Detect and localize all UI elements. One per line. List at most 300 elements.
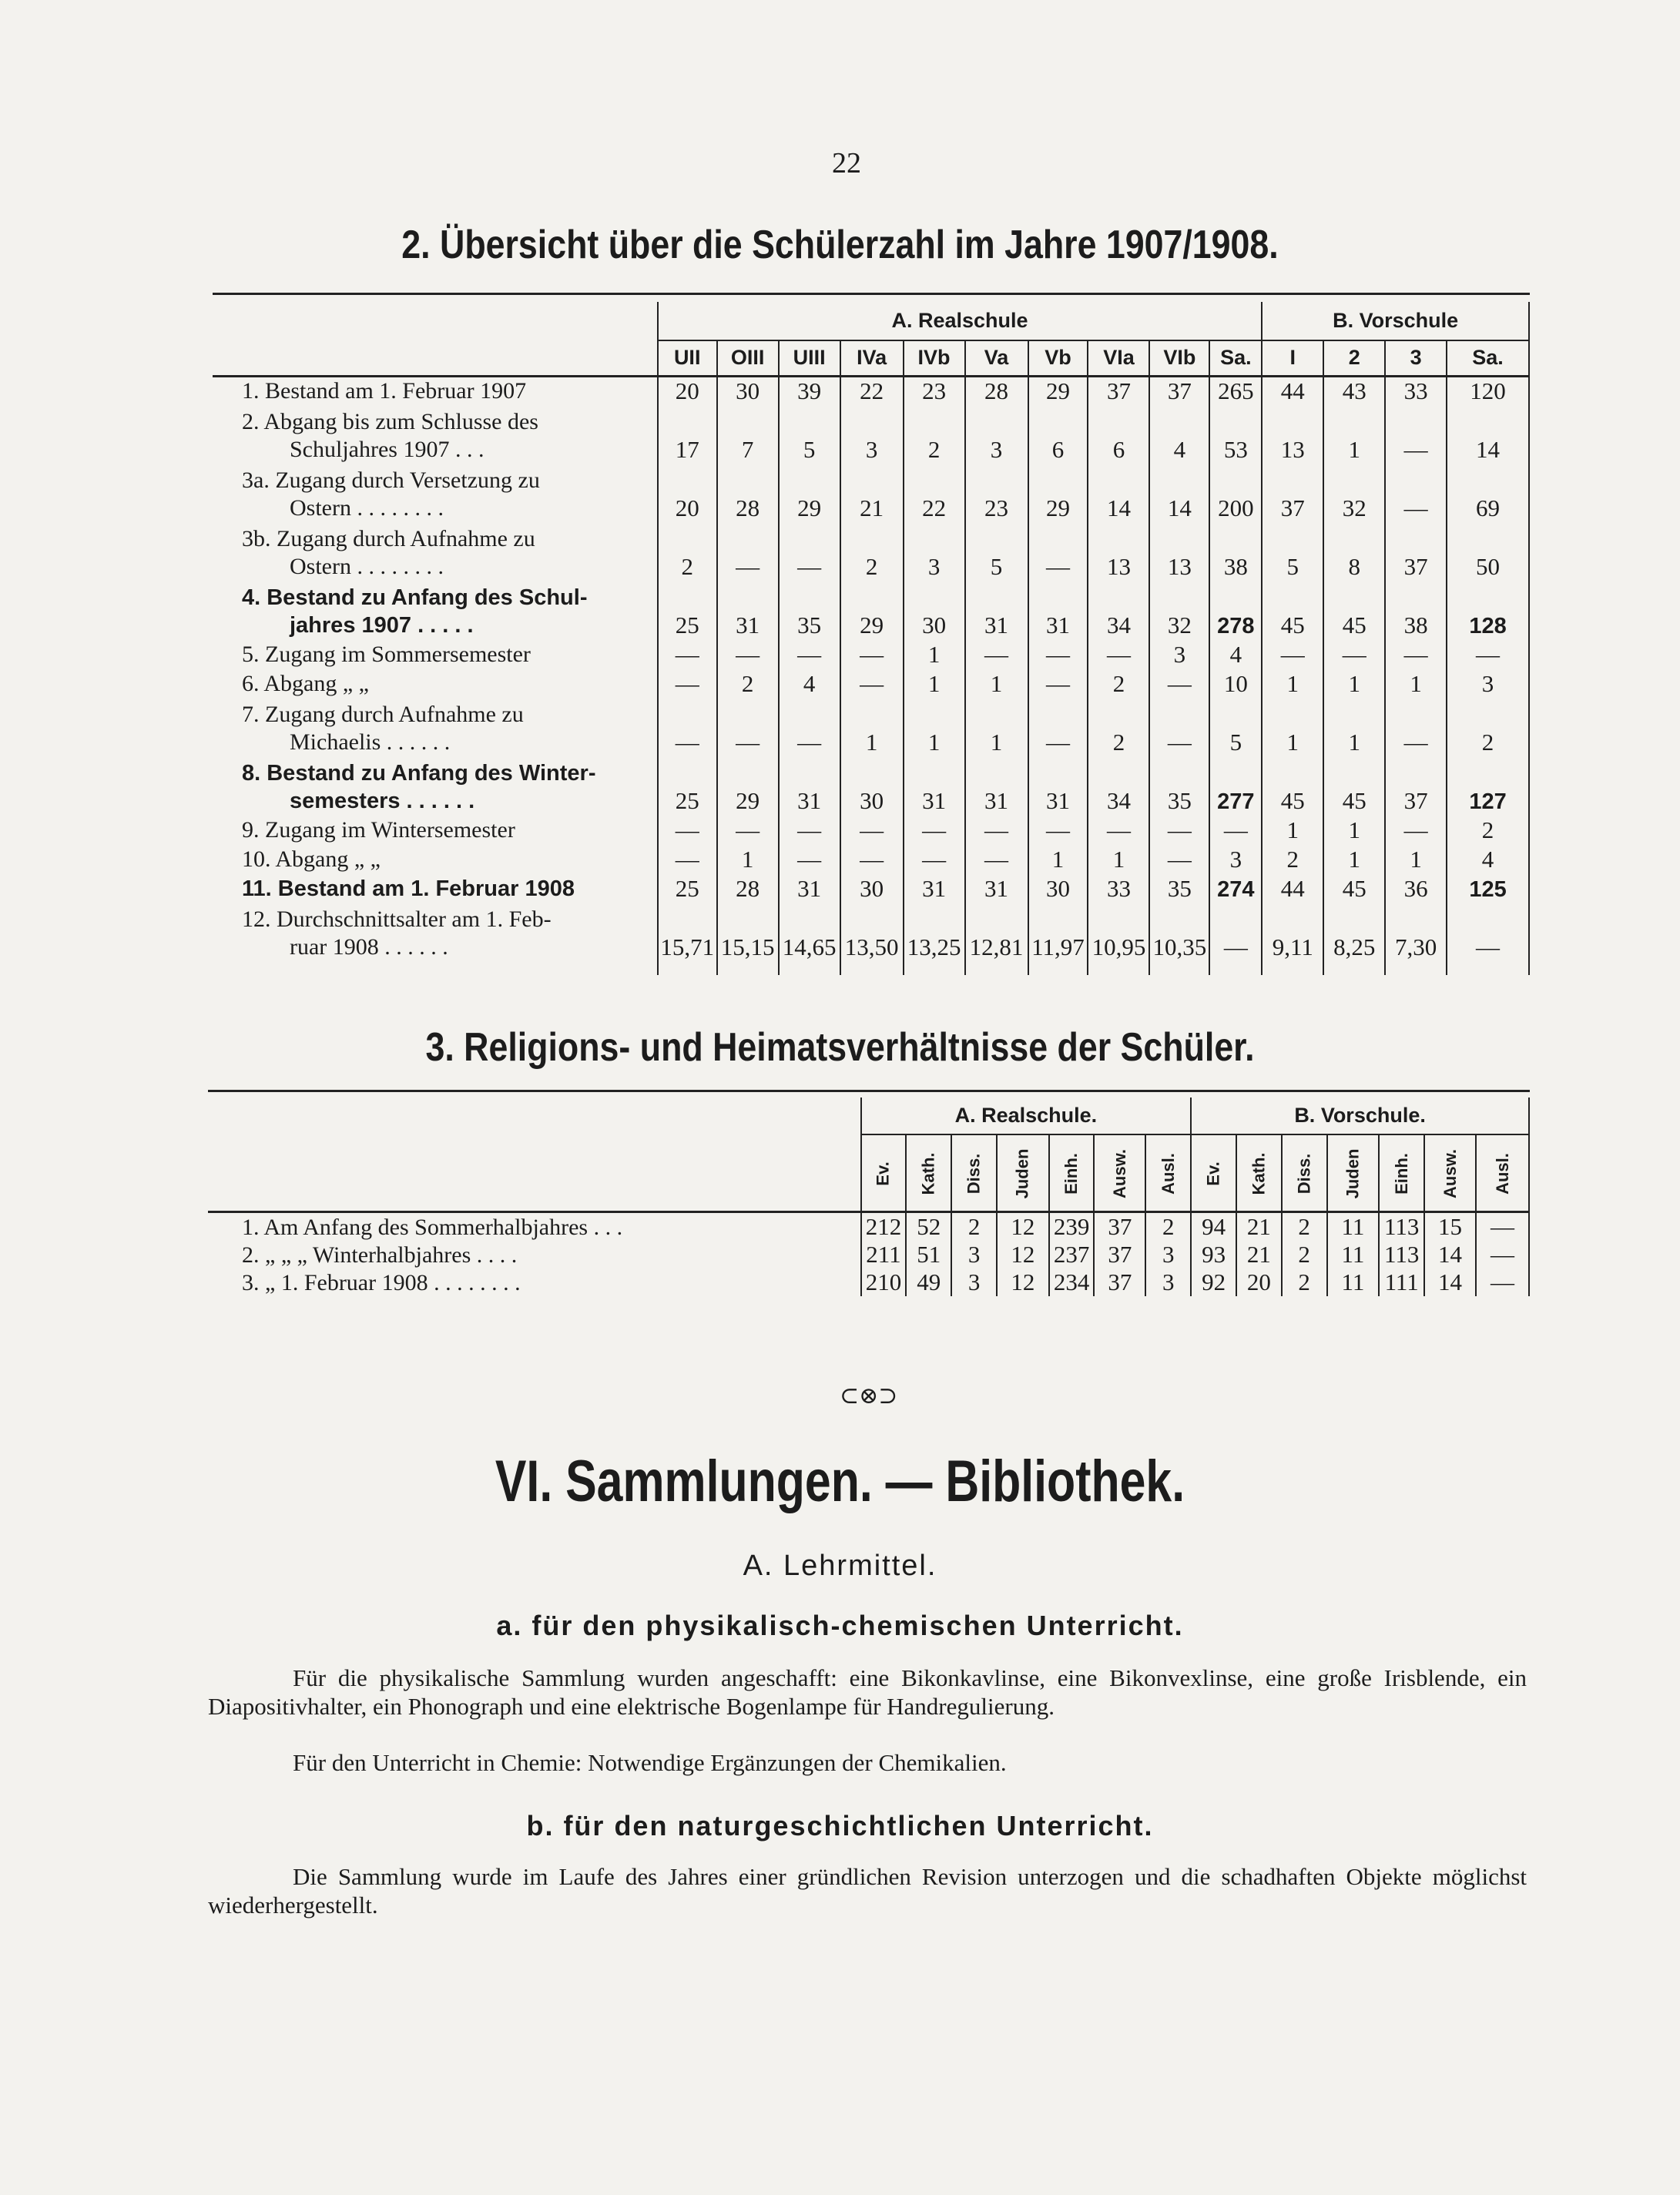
column-header-text: Ausw. (1440, 1149, 1460, 1199)
table-cell: — (658, 844, 717, 873)
table-cell: 4 (1447, 844, 1529, 873)
table-cell: 35 (779, 581, 840, 639)
table-cell: 25 (658, 581, 717, 639)
paragraph-physics: Für die physikalische Sammlung wurden angeschafft: eine Bikonkavlinse, eine Bikonvexlinse, eine große Irisblende, ein Diapositivhalter, ein Phonograph und eine elektrische Bogenlampe für Handregulierung. (208, 1664, 1527, 1720)
table-cell: — (658, 815, 717, 844)
table-cell: 278 (1209, 581, 1262, 639)
table-cell: — (779, 698, 840, 756)
row-label (213, 669, 658, 698)
table-cell: 14 (1447, 405, 1529, 464)
table-cell: 1 (840, 698, 904, 756)
group-a-header: A. Realschule. (861, 1098, 1192, 1134)
table-row (208, 1268, 1529, 1296)
table-cell: 31 (1028, 581, 1088, 639)
table-cell: — (779, 844, 840, 873)
table-cell: 37 (1385, 756, 1447, 815)
table-cell: — (840, 815, 904, 844)
table-cell: 237 (1049, 1241, 1095, 1268)
table-cell: 35 (1149, 756, 1209, 815)
table1-top-rule (213, 293, 1530, 295)
table-cell: 31 (717, 581, 779, 639)
row-label-continuation: Ostern . . . . . . . . (290, 495, 444, 521)
table-cell: 30 (904, 581, 965, 639)
table-cell: 1 (1385, 844, 1447, 873)
table-cell: 45 (1262, 581, 1323, 639)
table-cell: 37 (1385, 522, 1447, 581)
table-cell: — (1028, 815, 1088, 844)
table-cell: — (658, 669, 717, 698)
column-header-text: Ev. (873, 1161, 893, 1186)
column-header: UII (658, 340, 717, 376)
row-label-text: 8. Bestand zu Anfang des Winter- (242, 761, 596, 786)
table-cell: — (717, 815, 779, 844)
table-cell: 11,97 (1028, 903, 1088, 961)
table-cell: 29 (1028, 376, 1088, 405)
table-row (213, 873, 1529, 903)
table-cell: — (1385, 464, 1447, 522)
row-label-continuation: jahres 1907 . . . . . (290, 613, 474, 638)
spacer-cell (1323, 961, 1385, 975)
table-cell: 2 (1145, 1211, 1191, 1241)
table-cell: 33 (1088, 873, 1149, 903)
row-label-continuation: Ostern . . . . . . . . (290, 554, 444, 579)
row-label (213, 464, 658, 522)
table-cell: 32 (1323, 464, 1385, 522)
row-label-text: 9. Zugang im Wintersemester (242, 817, 515, 843)
table-cell: 13 (1149, 522, 1209, 581)
table-cell: 1 (965, 669, 1028, 698)
column-header: VIa (1088, 340, 1149, 376)
table-cell: 2 (840, 522, 904, 581)
table-cell: 6 (1088, 405, 1149, 464)
table-cell: 1 (717, 844, 779, 873)
table-cell: 45 (1262, 756, 1323, 815)
table-cell: 265 (1209, 376, 1262, 405)
table-cell: 7,30 (1385, 903, 1447, 961)
row-label: 2. „ „ „ Winterhalbjahres . . . . (242, 1242, 518, 1268)
table-cell: 37 (1094, 1211, 1145, 1241)
group-b-header: B. Vorschule (1262, 302, 1529, 340)
table-cell: 125 (1447, 873, 1529, 903)
table-cell: 3 (951, 1268, 997, 1296)
row-label (213, 903, 658, 961)
table-cell: — (1447, 903, 1529, 961)
column-header-text: Ev. (1203, 1161, 1223, 1186)
table-row (208, 1241, 1529, 1268)
column-header: Sa. (1209, 340, 1262, 376)
table-cell: 1 (1385, 669, 1447, 698)
table-cell: 30 (717, 376, 779, 405)
spacer-cell (213, 961, 658, 975)
table-cell: 11 (1327, 1268, 1380, 1296)
row-label-text: 6. Abgang „ „ (242, 671, 369, 696)
spacer-cell (904, 961, 965, 975)
table-row (213, 405, 1529, 464)
table-cell: 31 (904, 756, 965, 815)
table-cell: 14 (1424, 1268, 1476, 1296)
table-cell: — (965, 844, 1028, 873)
table-cell: — (1028, 698, 1088, 756)
table-cell: 29 (840, 581, 904, 639)
table-cell: 113 (1379, 1241, 1424, 1268)
column-header: 3 (1385, 340, 1447, 376)
table-cell: 12 (997, 1268, 1049, 1296)
table-cell: 2 (1088, 669, 1149, 698)
table-row (213, 669, 1529, 698)
table-cell: — (840, 639, 904, 669)
table-cell: 21 (1236, 1241, 1282, 1268)
row-label (213, 873, 658, 903)
table-cell: 3 (965, 405, 1028, 464)
table-cell: 29 (779, 464, 840, 522)
table-cell: 14 (1424, 1241, 1476, 1268)
table-cell: 51 (906, 1241, 951, 1268)
spacer-cell (840, 961, 904, 975)
table-row (213, 756, 1529, 815)
column-header (1327, 1134, 1380, 1211)
row-label: 1. Am Anfang des Sommerhalbjahres . . . (242, 1214, 623, 1240)
header-blank (208, 1098, 861, 1134)
table2-top-rule (208, 1090, 1530, 1092)
spacer-cell (717, 961, 779, 975)
row-label-text: 11. Bestand am 1. Februar 1908 (242, 876, 575, 901)
table-cell: 39 (779, 376, 840, 405)
table-cell: 37 (1094, 1241, 1145, 1268)
table-cell: 5 (779, 405, 840, 464)
table-cell: — (779, 815, 840, 844)
table-cell: 2 (658, 522, 717, 581)
table-cell: 2 (904, 405, 965, 464)
table-cell: — (779, 639, 840, 669)
row-label-continuation: Schuljahres 1907 . . . (290, 437, 485, 462)
table-cell: 22 (840, 376, 904, 405)
section-title: VI. Sammlungen. — Bibliothek. (495, 1449, 1185, 1514)
table-cell: 29 (1028, 464, 1088, 522)
table-cell: 2 (1282, 1241, 1327, 1268)
table-cell: 111 (1379, 1268, 1424, 1296)
table-cell: 2 (717, 669, 779, 698)
table-cell: — (1149, 815, 1209, 844)
table-cell: 53 (1209, 405, 1262, 464)
row-label (213, 405, 658, 464)
table-cell: 274 (1209, 873, 1262, 903)
spacer-cell (1262, 961, 1323, 975)
table-cell: 11 (1327, 1241, 1380, 1268)
table-cell: 12 (997, 1241, 1049, 1268)
table-cell: 23 (904, 376, 965, 405)
table-cell: — (1149, 698, 1209, 756)
table-cell: 1 (1262, 669, 1323, 698)
table-cell: 2 (1282, 1268, 1327, 1296)
table-cell: 1 (1262, 815, 1323, 844)
column-header (1094, 1134, 1145, 1211)
table-cell: 29 (717, 756, 779, 815)
column-header (1236, 1134, 1282, 1211)
table-spacer (213, 961, 1529, 975)
table-row (213, 581, 1529, 639)
spacer-cell (1385, 961, 1447, 975)
table-cell: 37 (1088, 376, 1149, 405)
table-cell: 212 (861, 1211, 907, 1241)
table-cell: 5 (1262, 522, 1323, 581)
table-cell: — (1447, 639, 1529, 669)
column-header: UIII (779, 340, 840, 376)
row-label (213, 376, 658, 405)
table-cell: 128 (1447, 581, 1529, 639)
table-cell: 1 (1088, 844, 1149, 873)
table-cell: 1 (965, 698, 1028, 756)
spacer-cell (1149, 961, 1209, 975)
table-cell: 37 (1262, 464, 1323, 522)
table-cell: 1 (1262, 698, 1323, 756)
table-cell: — (1209, 903, 1262, 961)
table-cell: 94 (1191, 1211, 1236, 1241)
table-cell: 12 (997, 1211, 1049, 1241)
student-count-table (213, 302, 1530, 975)
table-cell: 31 (965, 756, 1028, 815)
table-cell: 13 (1088, 522, 1149, 581)
table-cell: 4 (1149, 405, 1209, 464)
table-cell: — (1385, 639, 1447, 669)
table-cell: 2 (1447, 698, 1529, 756)
table-cell: 13,25 (904, 903, 965, 961)
table-cell: — (1385, 405, 1447, 464)
table-cell: 8,25 (1323, 903, 1385, 961)
column-header: OIII (717, 340, 779, 376)
table-cell: 35 (1149, 873, 1209, 903)
table-cell: 49 (906, 1268, 951, 1296)
table-cell: — (717, 639, 779, 669)
table-row (213, 522, 1529, 581)
table-cell: 45 (1323, 756, 1385, 815)
table-cell: 1 (1323, 815, 1385, 844)
spacer-cell (1447, 961, 1529, 975)
column-header: IVa (840, 340, 904, 376)
table-cell: 3 (1145, 1241, 1191, 1268)
table-cell: 3 (951, 1241, 997, 1268)
row-label-continuation: semesters . . . . . . (290, 789, 475, 813)
table-cell: 9,11 (1262, 903, 1323, 961)
row-label (213, 815, 658, 844)
table-cell: — (965, 639, 1028, 669)
table-cell: 10 (1209, 669, 1262, 698)
row-label (213, 756, 658, 815)
column-header: 2 (1323, 340, 1385, 376)
table-cell: 277 (1209, 756, 1262, 815)
table-cell: — (840, 669, 904, 698)
table-cell: 31 (904, 873, 965, 903)
table-cell: 1 (904, 639, 965, 669)
table-cell: 17 (658, 405, 717, 464)
table-cell: — (1149, 669, 1209, 698)
row-label-text: 3a. Zugang durch Versetzung zu (242, 467, 540, 493)
table-cell: 1 (1323, 844, 1385, 873)
table-cell: 6 (1028, 405, 1088, 464)
table-cell: 36 (1385, 873, 1447, 903)
table-cell: 15,71 (658, 903, 717, 961)
table-cell: 31 (779, 756, 840, 815)
row-label (213, 639, 658, 669)
table-cell: 200 (1209, 464, 1262, 522)
table-cell: 44 (1262, 376, 1323, 405)
table-row (208, 1211, 1529, 1241)
table-cell: 210 (861, 1268, 907, 1296)
table-cell: 1 (1028, 844, 1088, 873)
table-cell: 30 (840, 873, 904, 903)
table-cell: 239 (1049, 1211, 1095, 1241)
table-cell: — (1323, 639, 1385, 669)
column-header: I (1262, 340, 1323, 376)
table-cell: — (658, 639, 717, 669)
table-cell: 2 (1262, 844, 1323, 873)
spacer-cell (658, 961, 717, 975)
column-header: Va (965, 340, 1028, 376)
table-cell: 14 (1149, 464, 1209, 522)
table-cell: 31 (779, 873, 840, 903)
table-cell: 32 (1149, 581, 1209, 639)
table-cell: 2 (1088, 698, 1149, 756)
table-cell: — (904, 815, 965, 844)
column-header-text: Ausw. (1109, 1149, 1129, 1199)
table-row (213, 815, 1529, 844)
table-cell: 7 (717, 405, 779, 464)
table-cell: 120 (1447, 376, 1529, 405)
table-cell: 3 (1149, 639, 1209, 669)
subsection-b-heading: b. für den naturgeschichtlichen Unterricht. (526, 1810, 1154, 1841)
table-cell: 10,95 (1088, 903, 1149, 961)
table-cell: 3 (904, 522, 965, 581)
header-blank (213, 340, 658, 376)
table-cell: 5 (1209, 698, 1262, 756)
column-header-text: Juden (1012, 1148, 1032, 1199)
table-cell: — (779, 522, 840, 581)
table-cell: 33 (1385, 376, 1447, 405)
table-cell: 1 (1323, 669, 1385, 698)
table-cell: 50 (1447, 522, 1529, 581)
column-header-text: Ausl. (1492, 1153, 1512, 1195)
table-cell: 127 (1447, 756, 1529, 815)
table-cell: — (1385, 698, 1447, 756)
table-cell: 2 (1282, 1211, 1327, 1241)
table-row (213, 903, 1529, 961)
table-cell: 15,15 (717, 903, 779, 961)
row-label-text: 1. Bestand am 1. Februar 1907 (242, 378, 527, 404)
column-header (1476, 1134, 1529, 1211)
table-cell: — (717, 522, 779, 581)
column-header-text: Einh. (1061, 1153, 1081, 1195)
column-header (1145, 1134, 1191, 1211)
row-label-continuation: Michaelis . . . . . . (290, 729, 451, 755)
table-cell: — (1088, 639, 1149, 669)
table-cell: 21 (840, 464, 904, 522)
table-cell: 12,81 (965, 903, 1028, 961)
table-cell: — (1028, 639, 1088, 669)
row-label-text: 2. Abgang bis zum Schlusse des (242, 409, 538, 434)
table-row (213, 698, 1529, 756)
table-row (213, 639, 1529, 669)
table-cell: — (1476, 1211, 1529, 1241)
table-cell: 5 (965, 522, 1028, 581)
table-cell: 4 (779, 669, 840, 698)
table-cell: 8 (1323, 522, 1385, 581)
table-cell: 3 (1145, 1268, 1191, 1296)
table-cell: 25 (658, 756, 717, 815)
table-cell: 30 (1028, 873, 1088, 903)
table-cell: 93 (1191, 1241, 1236, 1268)
table-cell: — (1262, 639, 1323, 669)
spacer-cell (965, 961, 1028, 975)
column-header (1424, 1134, 1476, 1211)
table-cell: — (1476, 1241, 1529, 1268)
row-label-text: 7. Zugang durch Aufnahme zu (242, 702, 524, 727)
table1-title: 2. Übersicht über die Schülerzahl im Jahre 1907/1908. (401, 223, 1279, 267)
table-cell: 31 (965, 873, 1028, 903)
table-cell: 28 (717, 873, 779, 903)
table-cell: — (717, 698, 779, 756)
table2-title: 3. Religions- und Heimatsverhältnisse der Schüler. (425, 1025, 1255, 1070)
table-cell: — (1209, 815, 1262, 844)
column-header (997, 1134, 1049, 1211)
table-cell: 1 (904, 669, 965, 698)
header-blank (213, 302, 658, 340)
row-label: 3. „ 1. Februar 1908 . . . . . . . . (242, 1269, 521, 1295)
table-cell: — (1028, 669, 1088, 698)
table-cell: — (965, 815, 1028, 844)
table-cell: 34 (1088, 581, 1149, 639)
table-cell: — (904, 844, 965, 873)
table-cell: 44 (1262, 873, 1323, 903)
table-cell: — (1088, 815, 1149, 844)
table-cell: — (658, 698, 717, 756)
table-cell: 211 (861, 1241, 907, 1268)
row-label (213, 522, 658, 581)
subsection-a-heading: a. für den physikalisch-chemischen Unterricht. (496, 1610, 1184, 1641)
table-cell: 25 (658, 873, 717, 903)
table-cell: 2 (1447, 815, 1529, 844)
table-cell: 34 (1088, 756, 1149, 815)
table-cell: 13,50 (840, 903, 904, 961)
row-label (213, 698, 658, 756)
table-cell: 3 (1447, 669, 1529, 698)
table-cell: 20 (658, 376, 717, 405)
table-cell: 28 (717, 464, 779, 522)
table-cell: 22 (904, 464, 965, 522)
group-b-header: B. Vorschule. (1191, 1098, 1529, 1134)
table-cell: 4 (1209, 639, 1262, 669)
table-cell: 37 (1094, 1268, 1145, 1296)
page-number: 22 (832, 147, 861, 179)
table-cell: 38 (1209, 522, 1262, 581)
table-cell: — (1149, 844, 1209, 873)
column-header: Vb (1028, 340, 1088, 376)
table-cell: 2 (951, 1211, 997, 1241)
table-cell: 45 (1323, 581, 1385, 639)
table-cell: 11 (1327, 1211, 1380, 1241)
table-cell: 20 (658, 464, 717, 522)
table-cell: 37 (1149, 376, 1209, 405)
column-header-text: Juden (1343, 1148, 1363, 1199)
row-label-text: 12. Durchschnittsalter am 1. Feb- (242, 906, 552, 932)
table-cell: 3 (1209, 844, 1262, 873)
column-header (1379, 1134, 1424, 1211)
religion-table (208, 1098, 1530, 1296)
table-cell: 10,35 (1149, 903, 1209, 961)
table-cell: 31 (965, 581, 1028, 639)
table-cell: — (1385, 815, 1447, 844)
table-cell: — (840, 844, 904, 873)
row-label-text: 5. Zugang im Sommersemester (242, 642, 531, 667)
table-cell: 38 (1385, 581, 1447, 639)
